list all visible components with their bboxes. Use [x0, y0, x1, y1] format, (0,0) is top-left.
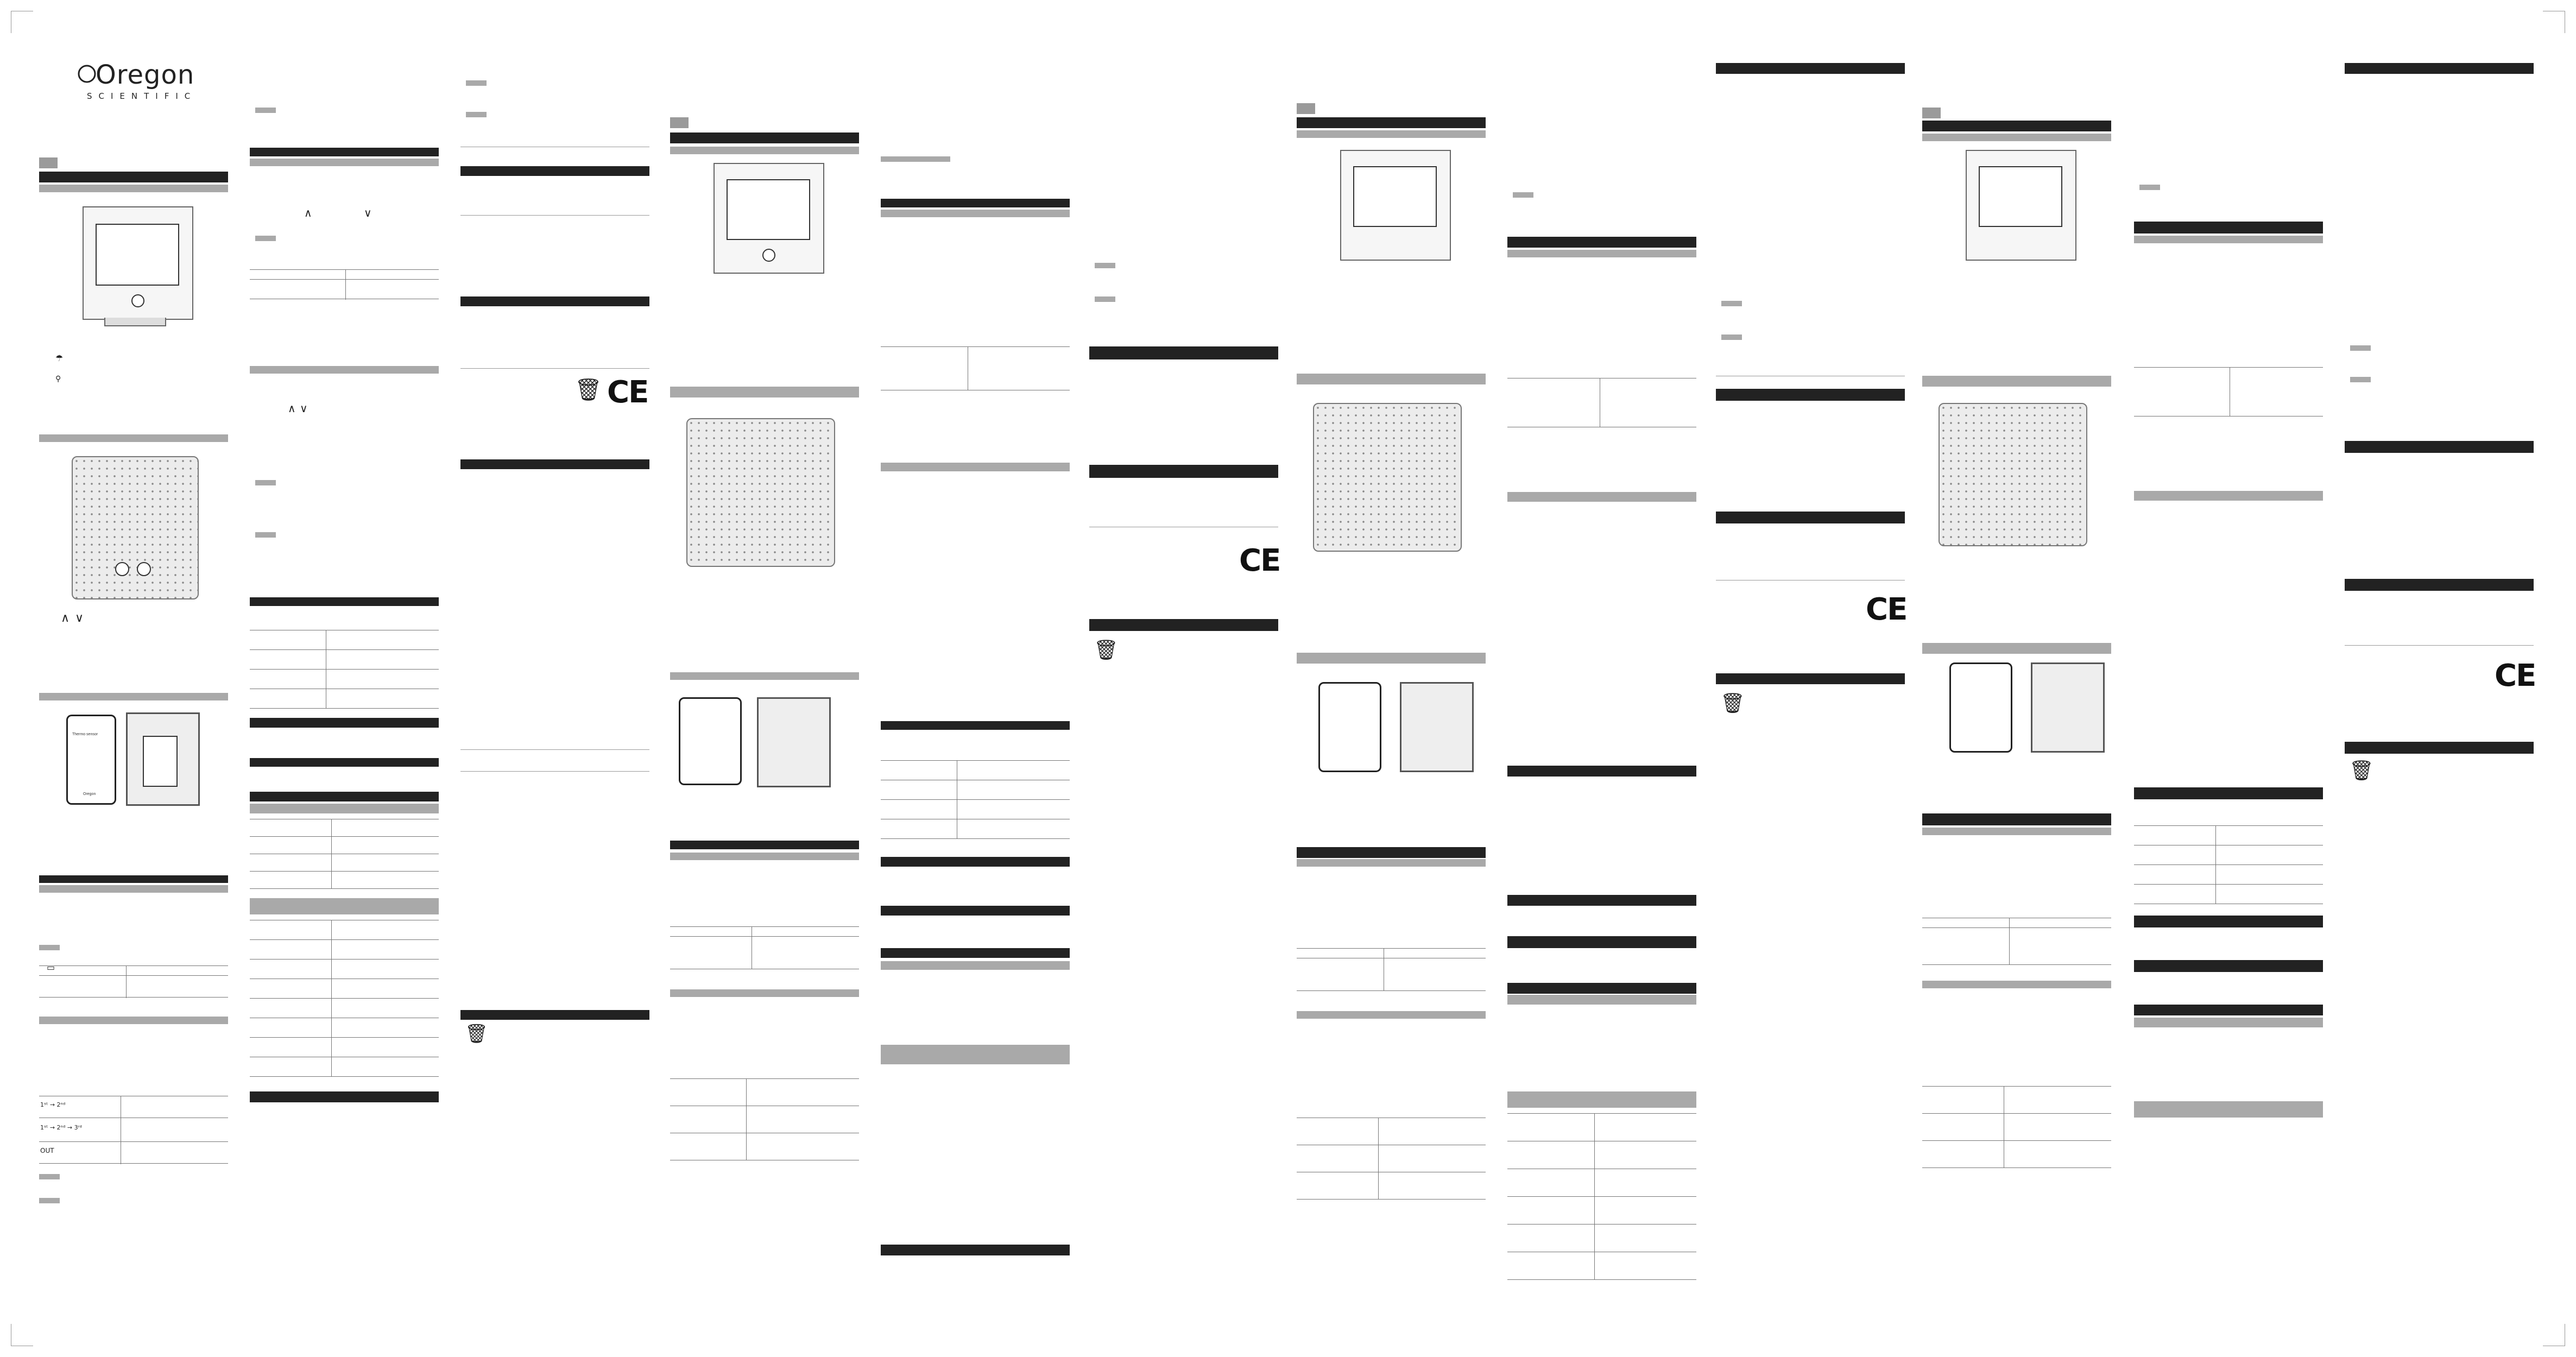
spec-subheading-bar-2: [250, 898, 439, 914]
panel-11: [2134, 0, 2323, 1357]
ce-mark: CE: [1866, 592, 1907, 627]
panel-7: [1297, 0, 1486, 1357]
forecast-heading-bar: [881, 721, 1070, 730]
up-button: [115, 562, 129, 576]
back-panel-illustration: [1939, 403, 2087, 546]
section-subheading-bar-3: [670, 989, 859, 997]
key-table: [1507, 378, 1696, 427]
section-heading-bar-2: [2345, 441, 2534, 453]
weee-bin-icon-2: 🗑: [465, 1023, 489, 1045]
weee-bin-icon: 🗑: [2349, 760, 2374, 782]
lcd-display: [1353, 166, 1437, 227]
panel-1: [39, 0, 228, 1357]
section-heading-bar: [460, 166, 649, 176]
section-heading-bar: [2134, 222, 2323, 233]
section-subheading-bar-2: [250, 366, 439, 374]
note-label-2: [255, 236, 276, 241]
forecast-table: [881, 760, 1070, 838]
lcd-display: [727, 179, 810, 240]
note-label: [466, 80, 487, 86]
text-rule: [2345, 645, 2534, 646]
battery-table: [1297, 948, 1486, 990]
remote-sensor-front: [1949, 662, 2012, 753]
note-label-2: [1721, 334, 1742, 340]
back-view-heading-bar: [1297, 374, 1486, 384]
forecast-table: [250, 630, 439, 708]
section-footer-bar: [250, 1091, 439, 1102]
section-tab: [670, 117, 689, 128]
section-heading-bar-2: [460, 296, 649, 306]
ce-mark: CE: [607, 375, 648, 410]
ce-mark: CE: [1239, 543, 1280, 578]
weee-bin-icon: 🗑: [1094, 639, 1119, 661]
section-subheading-bar-2: [881, 463, 1070, 471]
section-subheading-bar: [250, 159, 439, 166]
section-heading-bar-4: [460, 1010, 649, 1020]
spec-table-1: [250, 819, 439, 888]
section-heading-bar-4: [250, 758, 439, 767]
section-subheading-bar-2: [670, 853, 859, 860]
section-heading-bar-4: [2345, 742, 2534, 754]
panel-9: [1716, 0, 1905, 1357]
battery-table: [670, 926, 859, 969]
section-heading-bar: [1089, 346, 1278, 359]
spec-subheading-bar-2: [2134, 1101, 2323, 1118]
back-view-heading-bar: [39, 434, 228, 442]
section-heading-bar-2: [1297, 847, 1486, 858]
back-panel-illustration: [1313, 403, 1462, 552]
main-unit-illustration: [1340, 150, 1451, 261]
main-unit-illustration: [714, 163, 824, 274]
crop-mark-bottom-left: [11, 1324, 33, 1346]
forecast-table: [2134, 825, 2323, 904]
section-footer-bar: [881, 1245, 1070, 1255]
battery-small-icon: ⚲: [55, 375, 61, 383]
section-subheading-bar: [1297, 130, 1486, 138]
note-label-3: [39, 1198, 60, 1203]
note-label-2: [466, 112, 487, 117]
battery-table: [1922, 918, 2111, 964]
section-heading-bar-2: [39, 875, 228, 883]
brand-logo: [77, 60, 240, 109]
section-heading-bar-3: [1716, 512, 1905, 523]
key-table: [250, 269, 439, 300]
up-arrow-icon: ∧: [61, 611, 70, 625]
spec-subheading-bar: [2134, 1018, 2323, 1027]
spec-heading-bar: [2134, 1005, 2323, 1015]
remote-sensor-back: [126, 712, 200, 806]
battery-icon: ▭: [47, 962, 55, 973]
text-rule-3: [460, 368, 649, 369]
spec-subheading-bar: [1507, 995, 1696, 1005]
section-subheading-bar: [39, 185, 228, 192]
section-heading-bar: [1716, 63, 1905, 74]
remote-sensor-front: [1318, 682, 1381, 772]
spec-subheading-bar-2: [1507, 1091, 1696, 1108]
sensor-heading-bar: [1922, 643, 2111, 654]
sensor-heading-bar: [39, 693, 228, 700]
section-subheading-bar-3: [1922, 981, 2111, 988]
section-subheading-bar: [1922, 134, 2111, 141]
section-heading-bar-2: [1716, 389, 1905, 401]
section-heading-bar-3: [2345, 579, 2534, 591]
forecast-heading-bar: [1507, 766, 1696, 777]
section-subheading-bar: [2134, 236, 2323, 243]
section-tab: [39, 157, 58, 168]
note-label: [1095, 263, 1115, 268]
sensor-front-caption: Oregon: [83, 792, 96, 796]
section-subheading-bar-2: [39, 885, 228, 893]
battery-compartment: [143, 736, 178, 787]
weee-bin-icon: 🗑: [574, 377, 602, 402]
text-rule-5: [460, 771, 649, 772]
key-table: [2134, 367, 2323, 416]
panel-10: [1922, 0, 2111, 1357]
text-rule-2: [460, 215, 649, 216]
snooze-button: [131, 294, 144, 307]
down-arrow-icon-2: ∨: [300, 402, 308, 415]
lcd-display: [1979, 166, 2062, 227]
display-mode-table: [1297, 1118, 1486, 1199]
lcd-display: [96, 224, 179, 286]
section-heading-bar-3: [250, 718, 439, 728]
display-mode-table: [1922, 1086, 2111, 1167]
section-heading-bar-3: [460, 459, 649, 469]
section-subheading-bar-2: [1507, 492, 1696, 502]
panel-5: [881, 0, 1070, 1357]
section-heading-bar-2: [881, 857, 1070, 867]
remote-sensor-back: [2031, 662, 2105, 753]
down-button: [137, 562, 151, 576]
text-rule-4: [460, 749, 649, 750]
unit-stand: [104, 318, 166, 326]
key-table: [881, 346, 1070, 390]
note-bar: [881, 156, 950, 162]
section-heading-bar-3: [881, 906, 1070, 916]
brand-tagline: SCIENTIFIC: [87, 91, 197, 101]
section-heading-bar-2: [670, 841, 859, 849]
back-view-heading-bar: [670, 387, 859, 397]
ce-mark: CE: [2495, 658, 2536, 693]
section-heading-bar: [39, 172, 228, 182]
mode-row-3: OUT: [40, 1147, 54, 1154]
forecast-heading-bar: [250, 597, 439, 606]
section-heading-bar-2: [1922, 813, 2111, 825]
spec-subheading-bar-2: [881, 1045, 1070, 1064]
section-heading-bar: [250, 148, 439, 156]
note-label-3: [255, 480, 276, 485]
logo-ring-icon: [77, 64, 97, 84]
remote-sensor-front: [679, 697, 742, 785]
remote-sensor-back: [757, 697, 831, 787]
panel-12: [2345, 0, 2534, 1357]
section-subheading-bar-3: [1297, 1011, 1486, 1019]
up-arrow-icon-2: ∧: [288, 402, 296, 415]
note-label: [1513, 192, 1533, 198]
section-heading-bar: [2345, 63, 2534, 74]
mode-row-1: 1ˢᵗ → 2ⁿᵈ: [40, 1101, 66, 1108]
panel-8: [1507, 0, 1696, 1357]
section-subheading-bar: [1507, 250, 1696, 257]
snooze-button: [762, 249, 775, 262]
brand-name: Oregon: [96, 60, 195, 90]
remote-sensor-front: [66, 715, 116, 805]
note-label-2: [39, 1174, 60, 1179]
section-heading-bar: [1922, 121, 2111, 131]
sensor-heading-bar: [670, 672, 859, 680]
note-label: [39, 945, 60, 950]
down-arrow-icon: ∨: [364, 206, 372, 219]
section-subheading-bar-2: [1297, 859, 1486, 867]
spec-subheading-bar: [881, 961, 1070, 970]
weee-bin-icon: 🗑: [1720, 692, 1745, 715]
spec-heading-bar: [1507, 983, 1696, 994]
section-heading-bar: [881, 199, 1070, 207]
note-label-2: [2350, 377, 2371, 382]
note-label-2: [1095, 296, 1115, 302]
section-tab: [1922, 108, 1941, 118]
section-tab: [1297, 103, 1315, 114]
section-heading-bar: [670, 132, 859, 143]
back-panel-illustration: [686, 418, 835, 567]
crop-mark-bottom-right: [2543, 1324, 2565, 1346]
forecast-heading-bar: [2134, 787, 2323, 799]
battery-table: [39, 965, 228, 998]
note-label: [255, 108, 276, 113]
note-label: [2350, 345, 2371, 351]
spec-heading-bar: [881, 948, 1070, 958]
remote-sensor-back: [1400, 682, 1474, 772]
spec-subheading-bar: [250, 804, 439, 813]
section-heading-bar-2: [1507, 895, 1696, 906]
sensor-front-label: Thermo sensor: [72, 733, 98, 736]
weather-small-icon: ☂: [55, 353, 64, 363]
panel-2: [250, 0, 439, 1357]
section-heading-bar-2: [1089, 465, 1278, 478]
panel-3: [460, 0, 649, 1357]
section-heading-bar-3: [1507, 936, 1696, 948]
main-unit-illustration: [83, 206, 193, 320]
panel-4: [670, 0, 859, 1357]
section-heading-bar-4: [1716, 673, 1905, 684]
spec-table-2: [250, 920, 439, 1076]
section-heading-bar-3: [1089, 619, 1278, 631]
section-subheading-bar-3: [39, 1017, 228, 1024]
up-arrow-icon: ∧: [304, 206, 312, 219]
back-panel-illustration: [72, 456, 199, 599]
crop-mark-top-right: [2543, 11, 2565, 33]
sensor-heading-bar: [1297, 653, 1486, 664]
mode-row-2: 1ˢᵗ → 2ⁿᵈ → 3ʳᵈ: [40, 1124, 82, 1131]
spec-table-2: [1507, 1113, 1696, 1279]
down-arrow-icon: ∨: [75, 611, 84, 625]
crop-mark-top-left: [11, 11, 33, 33]
note-label: [1721, 301, 1742, 306]
section-heading-bar: [1297, 117, 1486, 128]
section-subheading-bar-2: [1922, 828, 2111, 835]
section-heading-bar: [1507, 237, 1696, 248]
section-heading-bar-3: [2134, 960, 2323, 972]
section-subheading-bar-2: [2134, 491, 2323, 501]
section-heading-bar-2: [2134, 916, 2323, 927]
spec-heading-bar: [250, 792, 439, 801]
main-unit-illustration: [1966, 150, 2076, 261]
note-label: [2139, 185, 2160, 190]
panel-6: [1089, 0, 1278, 1357]
section-subheading-bar: [670, 147, 859, 154]
note-label-4: [255, 532, 276, 538]
back-view-heading-bar: [1922, 376, 2111, 387]
section-subheading-bar: [881, 210, 1070, 217]
display-mode-table: [670, 1078, 859, 1160]
